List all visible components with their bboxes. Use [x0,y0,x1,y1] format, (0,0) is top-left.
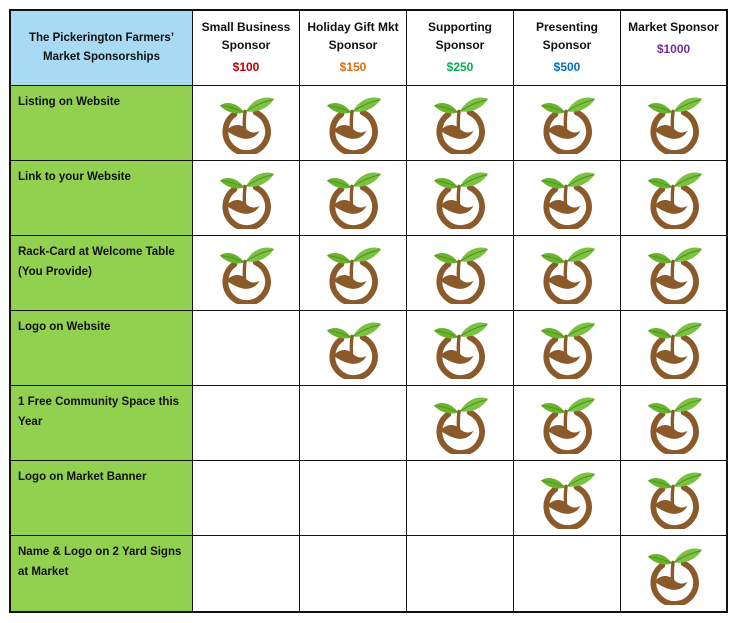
benefit-label-listing [11,86,192,160]
benefit-cell [621,461,726,535]
sprout-in-hand-icon [643,467,705,529]
benefit-cell [407,236,513,310]
benefit-label-logo-website [11,311,192,385]
benefit-text: Name & Logo on 2 Yard Signs at Market [18,546,182,578]
benefit-cell [193,386,299,460]
sprout-in-hand-icon [536,317,598,379]
tier-name: Small Business Sponsor [201,20,291,52]
sprout-in-hand-icon [429,92,491,154]
sprout-in-hand-icon [643,92,705,154]
sprout-in-hand-icon [536,167,598,229]
benefit-cell [514,536,620,611]
benefit-cell [300,536,406,611]
benefit-cell [621,536,726,611]
sprout-in-hand-icon [322,317,384,379]
benefit-cell [300,461,406,535]
sprout-in-hand-icon [536,242,598,304]
benefit-cell [407,386,513,460]
sprout-in-hand-icon [643,242,705,304]
benefit-cell [514,161,620,235]
benefit-cell [193,236,299,310]
benefit-text: Listing on Website [18,96,121,108]
benefit-cell [621,236,726,310]
sprout-in-hand-icon [322,242,384,304]
sprout-in-hand-icon [322,92,384,154]
tier-header-presenting [514,11,620,85]
benefit-cell [621,86,726,160]
benefit-text: Link to your Website [18,171,131,183]
tier-header-market [621,11,726,85]
sprout-in-hand-icon [536,392,598,454]
benefit-text: Logo on Website [18,321,111,333]
sprout-in-hand-icon [536,467,598,529]
benefit-cell [193,86,299,160]
tier-name: Supporting Sponsor [428,20,492,52]
tier-header-holiday-gift [300,11,406,85]
sprout-in-hand-icon [215,167,277,229]
tier-price: $100 [232,60,260,74]
benefit-cell [621,311,726,385]
sprout-in-hand-icon [429,392,491,454]
sponsorship-table [9,9,728,613]
benefit-cell [407,461,513,535]
benefit-label-rack-card [11,236,192,310]
sprout-in-hand-icon [536,92,598,154]
tier-price: $1000 [656,42,691,56]
benefit-cell [300,161,406,235]
benefit-cell [300,86,406,160]
benefit-cell [193,536,299,611]
benefit-cell [193,311,299,385]
benefit-cell [300,311,406,385]
table-title-cell [11,11,192,85]
benefit-label-yard-signs [11,536,192,611]
benefit-cell [407,311,513,385]
tier-name: Holiday Gift Mkt Sponsor [307,20,399,52]
benefit-label-link [11,161,192,235]
sprout-in-hand-icon [643,543,705,605]
benefit-cell [300,236,406,310]
benefit-cell [514,86,620,160]
benefit-label-market-banner [11,461,192,535]
table-title: The Pickerington Farmers’ Market Sponsorships [28,32,175,63]
sprout-in-hand-icon [643,167,705,229]
benefit-cell [514,236,620,310]
benefit-text: 1 Free Community Space this Year [18,396,180,428]
benefit-cell [621,386,726,460]
benefit-text: Rack-Card at Welcome Table (You Provide) [18,246,175,278]
sprout-in-hand-icon [429,242,491,304]
sprout-in-hand-icon [215,92,277,154]
tier-price: $250 [446,60,474,74]
sprout-in-hand-icon [322,167,384,229]
benefit-cell [514,461,620,535]
benefit-cell [193,161,299,235]
benefit-cell [621,161,726,235]
benefit-cell [193,461,299,535]
benefit-label-community-space [11,386,192,460]
sprout-in-hand-icon [429,167,491,229]
tier-header-supporting [407,11,513,85]
benefit-text: Logo on Market Banner [18,471,147,483]
tier-price: $150 [339,60,367,74]
benefit-cell [407,86,513,160]
tier-header-small-business [193,11,299,85]
sprout-in-hand-icon [429,317,491,379]
tier-price: $500 [553,60,581,74]
tier-name: Presenting Sponsor [535,20,598,52]
sprout-in-hand-icon [643,317,705,379]
benefit-cell [514,386,620,460]
benefit-cell [407,536,513,611]
tier-name: Market Sponsor [628,20,719,34]
sprout-in-hand-icon [643,392,705,454]
sprout-in-hand-icon [215,242,277,304]
benefit-cell [300,386,406,460]
benefit-cell [407,161,513,235]
benefit-cell [514,311,620,385]
